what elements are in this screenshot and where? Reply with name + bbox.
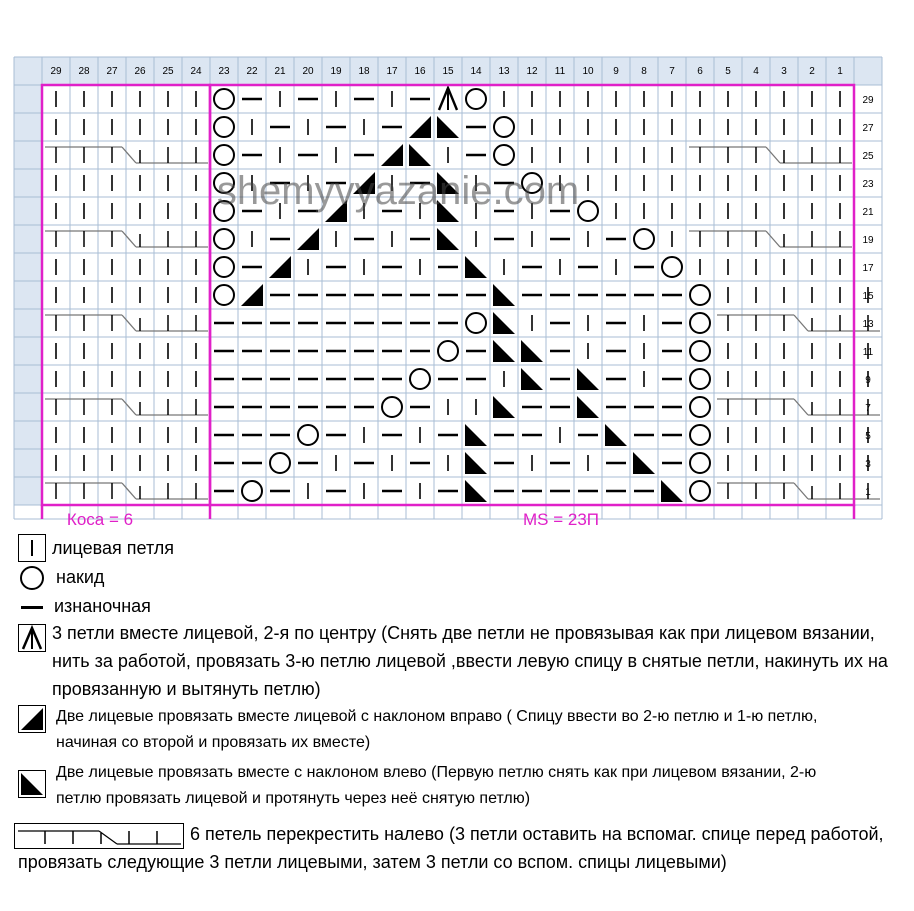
watermark: shemyvyazanie.com: [216, 169, 580, 213]
column-label: 7: [669, 66, 675, 77]
legend-text-cdd: 3 петли вместе лицевой, 2-я по центру (Снять две петли не провязывая как при лицевом вязании, нить за работой, провязать 3-ю петлю лицевой ,ввести левую спицу в снятые петли, накинуть их на провязанную и вытянуть петлю): [52, 623, 888, 699]
yarn-over: [214, 257, 234, 277]
yarn-over: [690, 397, 710, 417]
yarn-over: [690, 481, 710, 501]
legend-text-k2tog-right: Две лицевые провязать вместе лицевой с наклоном вправо ( Спицу ввести во 2-ю петлю и 1-ю петлю, начиная со второй и провязать их вместе): [56, 708, 818, 751]
column-label: 21: [274, 66, 286, 77]
k2tog-right: [241, 284, 263, 306]
ssk-left: [493, 284, 515, 306]
legend-text-ssk-left: Две лицевые провязать вместе с наклоном влево (Первую петлю снять как при лицевом вязании, 2-ю петлю провязать лицевой и протянуть через неё снятую петлю): [56, 764, 817, 807]
ssk-left: [577, 396, 599, 418]
k2tog-right: [297, 228, 319, 250]
column-label: 24: [190, 66, 202, 77]
row-label: 3: [865, 459, 871, 470]
yarn-over: [690, 285, 710, 305]
yarn-over: [662, 257, 682, 277]
column-label: 26: [134, 66, 146, 77]
ssk-left: [409, 144, 431, 166]
yarn-over: [214, 229, 234, 249]
legend-text-purl: изнаночная: [54, 596, 151, 616]
yarn-over: [242, 481, 262, 501]
yarn-over: [690, 313, 710, 333]
column-label: 28: [78, 66, 90, 77]
yarn-over: [634, 229, 654, 249]
legend-text-yarn-over: накид: [56, 567, 105, 587]
column-label: 18: [358, 66, 370, 77]
yarn-over: [214, 89, 234, 109]
k2tog-right-symbol-icon: [18, 705, 46, 733]
column-label: 11: [554, 66, 566, 77]
column-label: 5: [725, 66, 731, 77]
yarn-over: [214, 285, 234, 305]
column-label: 12: [526, 66, 538, 77]
yarn-over: [690, 425, 710, 445]
yarn-over: [466, 89, 486, 109]
yarn-over: [270, 453, 290, 473]
ssk-left-symbol-icon: [18, 770, 46, 798]
ssk-left: [521, 368, 543, 390]
row-label: 25: [862, 151, 874, 162]
column-label: 25: [162, 66, 174, 77]
yarn-over: [382, 397, 402, 417]
row-label: 27: [862, 123, 874, 134]
yarn-over: [690, 453, 710, 473]
column-label: 9: [613, 66, 619, 77]
column-label: 10: [582, 66, 594, 77]
legend-text-cable: 6 петель перекрестить налево (3 петли оставить на вспомаг. спице перед работой, провязать следующие 3 петли лицевыми, затем 3 петли со вспом. спицы лицевыми): [18, 824, 884, 872]
yarn-over: [494, 117, 514, 137]
yarn-over: [494, 145, 514, 165]
column-label: 14: [470, 66, 482, 77]
yarn-over-symbol-icon: [18, 564, 46, 592]
column-label: 13: [498, 66, 510, 77]
ssk-left: [521, 340, 543, 362]
ssk-left: [493, 340, 515, 362]
yarn-over: [690, 341, 710, 361]
row-label: 7: [865, 403, 871, 414]
ssk-left: [465, 452, 487, 474]
ssk-left: [465, 256, 487, 278]
ssk-left: [437, 116, 459, 138]
yarn-over: [410, 369, 430, 389]
ssk-left: [577, 368, 599, 390]
column-label: 6: [697, 66, 703, 77]
column-label: 16: [414, 66, 426, 77]
column-label: 27: [106, 66, 118, 77]
ms-label: MS = 23П: [522, 510, 600, 529]
column-label: 17: [386, 66, 398, 77]
yarn-over: [466, 313, 486, 333]
yarn-over: [578, 201, 598, 221]
column-label: 29: [50, 66, 62, 77]
k2tog-right: [381, 144, 403, 166]
yarn-over: [214, 117, 234, 137]
column-label: 15: [442, 66, 454, 77]
column-label: 3: [781, 66, 787, 77]
ssk-left: [605, 424, 627, 446]
column-label: 19: [330, 66, 342, 77]
row-label: 21: [862, 207, 874, 218]
row-label: 17: [862, 263, 874, 274]
row-label: 15: [862, 291, 874, 302]
row-label: 5: [865, 431, 871, 442]
ssk-left: [661, 480, 683, 502]
cdd-symbol-icon: [18, 624, 46, 652]
ssk-left: [493, 396, 515, 418]
column-label: 2: [809, 66, 815, 77]
column-label: 23: [218, 66, 230, 77]
column-label: 4: [753, 66, 759, 77]
cdd-3-together: [439, 88, 457, 110]
legend-text-knit: лицевая петля: [52, 538, 175, 558]
row-label: 1: [865, 487, 871, 498]
row-label: 9: [865, 375, 871, 386]
chart-grid: [14, 57, 882, 519]
column-label: 1: [837, 66, 843, 77]
row-label: 29: [862, 95, 874, 106]
yarn-over: [214, 145, 234, 165]
kosa-label: Коса = 6: [66, 510, 134, 529]
k2tog-right: [269, 256, 291, 278]
row-label: 11: [862, 347, 874, 358]
column-label: 22: [246, 66, 258, 77]
yarn-over: [438, 341, 458, 361]
knit-symbol-icon: [18, 534, 46, 562]
ssk-left: [633, 452, 655, 474]
ssk-left: [493, 312, 515, 334]
yarn-over: [690, 369, 710, 389]
ssk-left: [465, 424, 487, 446]
column-label: 20: [302, 66, 314, 77]
ssk-left: [437, 228, 459, 250]
row-gutter-left-bg: [14, 85, 42, 505]
k2tog-right: [409, 116, 431, 138]
purl-symbol-icon: [18, 594, 46, 620]
ssk-left: [465, 480, 487, 502]
row-label: 23: [862, 179, 874, 190]
yarn-over: [298, 425, 318, 445]
row-label: 19: [862, 235, 874, 246]
column-label: 8: [641, 66, 647, 77]
row-label: 13: [862, 319, 874, 330]
